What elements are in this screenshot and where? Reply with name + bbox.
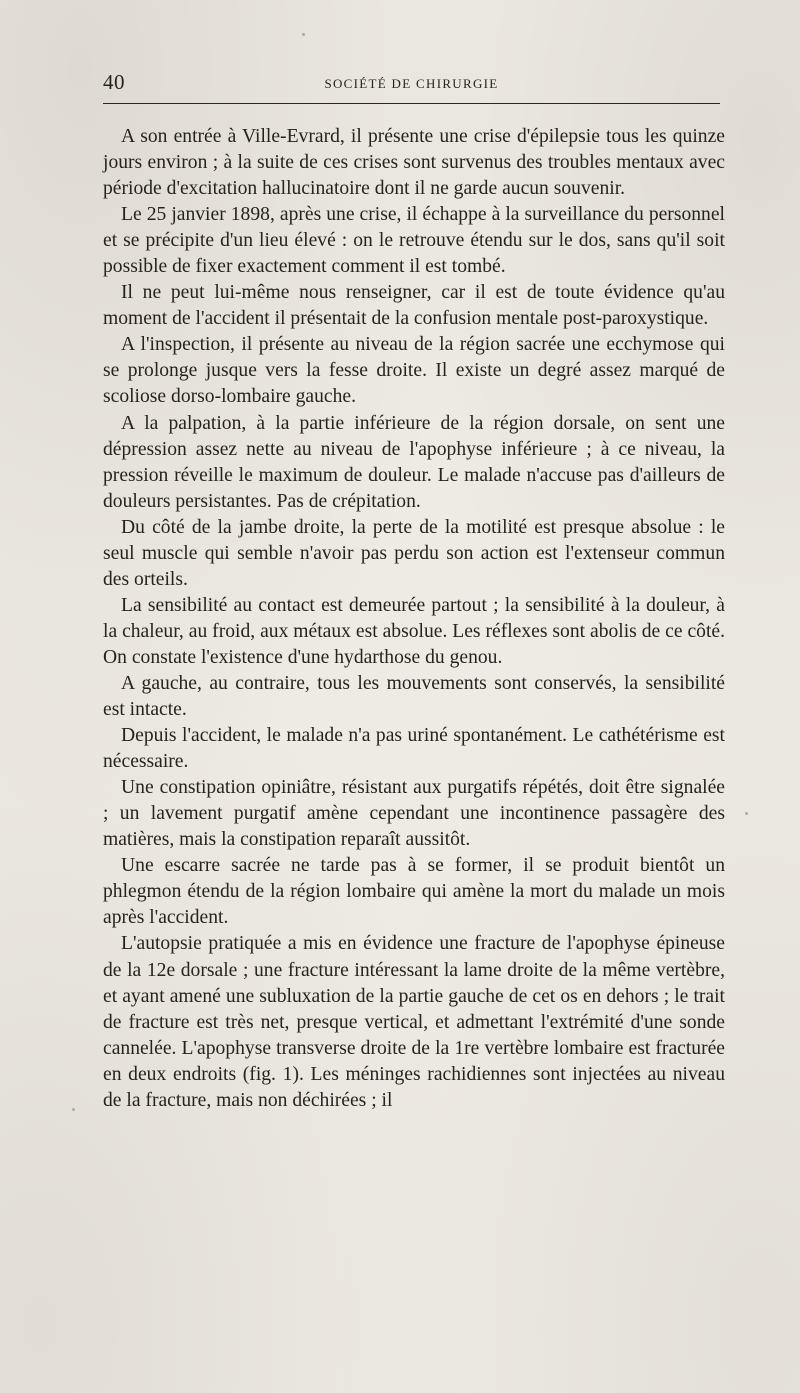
page-number: 40 — [103, 70, 125, 94]
paragraph: Une escarre sacrée ne tarde pas à se former, il se produit bientôt un phlegmon étendu de la région lombaire qui amène la mort du malade un mois après l'accident. — [103, 855, 725, 929]
paragraph: A l'inspection, il présente au niveau de la région sacrée une ecchymose qui se prolonge jusque vers la fesse droite. Il existe un degré assez marqué de scoliose dorso-lombaire gauche. — [103, 334, 725, 408]
paragraph: A son entrée à Ville-Evrard, il présente une crise d'épilepsie tous les quinze jours environ ; à la suite de ces crises sont survenus des troubles mentaux avec période d'excitation hallucinatoire dont il ne garde aucun souvenir. — [103, 126, 725, 200]
running-title: SOCIÉTÉ DE CHIRURGIE — [324, 76, 499, 91]
paragraph: Une constipation opiniâtre, résistant aux purgatifs répétés, doit être signalée ; un lavement purgatif amène cependant une incontinence passagère des matières, mais la constipation reparaît aussitôt. — [103, 777, 725, 851]
paragraph: Il ne peut lui-même nous renseigner, car il est de toute évidence qu'au moment de l'accident il présentait de la confusion mentale post-paroxystique. — [103, 282, 725, 330]
paragraph: L'autopsie pratiquée a mis en évidence une fracture de l'apophyse épineuse de la 12e dorsale ; une fracture intéressant la lame droite de la même vertèbre, et ayant amené une subluxation de la partie gauche de cet os en dehors ; le trait de fracture est très net, presque vertical, et admettant l'extrémité d'une sonde cannelée. L'apophyse transverse droite de la 1re vertèbre lombaire est fracturée en deux endroits (fig. 1). Les méninges rachidiennes sont injectées au niveau de la fracture, mais non déchirées ; il — [103, 933, 725, 1111]
paragraph: Le 25 janvier 1898, après une crise, il échappe à la surveillance du personnel et se précipite d'un lieu élevé : on le retrouve étendu sur le dos, sans qu'il soit possible de fixer exactement comment il est tombé. — [103, 204, 725, 278]
paragraph: A gauche, au contraire, tous les mouvements sont conservés, la sensibilité est intacte. — [103, 672, 725, 721]
paragraph: A la palpation, à la partie inférieure de la région dorsale, on sent une dépression assez nette au niveau de l'apophyse inférieure ; à ce niveau, la pression réveille le maximum de douleur. Le malade n'accuse pas d'ailleurs de douleurs persistantes. Pas de crépitation. — [103, 412, 725, 512]
header-rule — [103, 103, 720, 104]
paragraph: Depuis l'accident, le malade n'a pas uriné spontanément. Le cathétérisme est nécessaire. — [103, 725, 725, 773]
body-text — [103, 124, 725, 1114]
paper-speck — [72, 1108, 75, 1111]
paragraph: Du côté de la jambe droite, la perte de la motilité est presque absolue : le seul muscle qui semble n'avoir pas perdu son action est l'extenseur commun des orteils. — [103, 516, 725, 590]
paper-speck — [302, 33, 305, 36]
paper-speck — [745, 812, 748, 815]
paragraph: La sensibilité au contact est demeurée partout ; la sensibilité à la douleur, à la chaleur, au froid, aux métaux est absolue. Les réflexes sont abolis de ce côté. On constate l'existence d'une hydarthose du genou. — [103, 594, 725, 668]
running-header — [103, 70, 720, 100]
